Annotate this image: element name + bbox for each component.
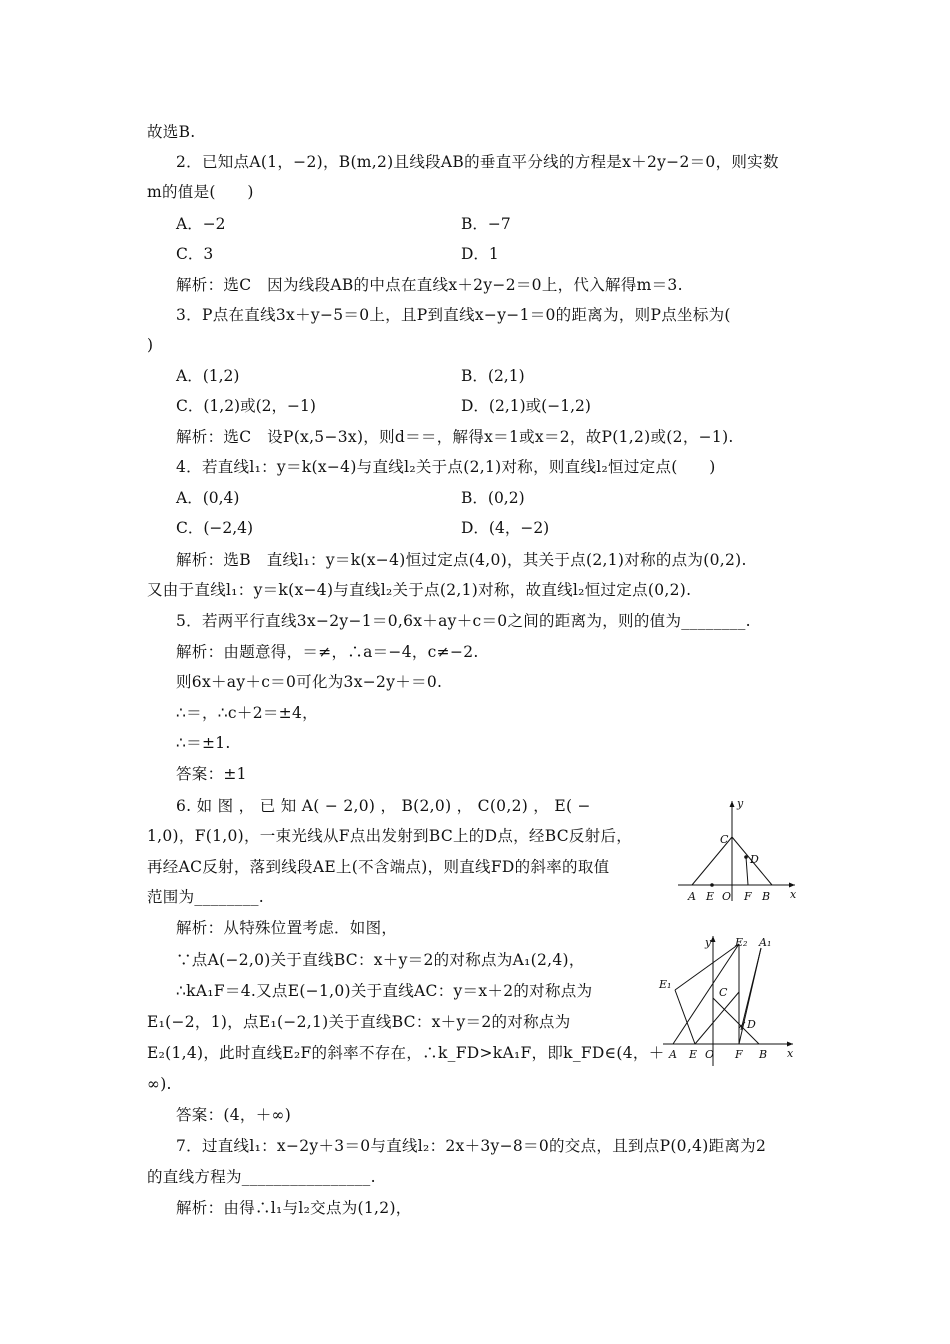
text-line: 再经AC反射，落到线段AE上(不含端点)，则直线FD的斜率的取值	[147, 858, 610, 876]
option-b: B．−7	[461, 215, 511, 233]
option-c: C．(1,2)或(2，−1)	[176, 397, 316, 415]
point-label: E	[706, 890, 715, 903]
option-d: D．(4，−2)	[461, 519, 550, 537]
figure-2	[655, 930, 805, 1070]
axis-label: x	[790, 888, 797, 901]
text-line: ∴kA₁F＝4.又点E(−1,0)关于直线AC：y＝x＋2的对称点为	[176, 982, 593, 1000]
question-2: 2．已知点A(1，−2)，B(m,2)且线段AB的垂直平分线的方程是x＋2y−2＝0，则实数	[176, 153, 779, 171]
solution-2: 解析：选C 因为线段AB的中点在直线x＋2y−2＝0上，代入解得m＝3.	[176, 276, 683, 294]
text-line: ∴＝±1.	[176, 734, 231, 752]
option-c: C．(−2,4)	[176, 519, 254, 537]
text-line: 故选B.	[147, 123, 196, 141]
point-label: B	[759, 1048, 768, 1061]
text-line: m的值是( )	[147, 183, 254, 201]
point-label: E₁	[659, 978, 672, 991]
point-label: D	[747, 1018, 756, 1031]
option-d: D．(2,1)或(−1,2)	[461, 397, 591, 415]
question-5: 5．若两平行直线3x−2y−1＝0,6x＋ay＋c＝0之间的距离为，则的值为________.	[176, 612, 751, 630]
question-6: 6. 如 图 ， 已 知 A( − 2,0) ， B(2,0) ， C(0,2) ， E( −	[176, 797, 591, 815]
point-label: E₂	[735, 936, 748, 949]
axis-label: x	[787, 1047, 794, 1060]
option-c: C．3	[176, 245, 214, 263]
text-line: 的直线方程为________________.	[147, 1168, 376, 1186]
solution-7: 解析：由得∴l₁与l₂交点为(1,2)，	[176, 1199, 412, 1217]
text-line: 则6x＋ay＋c＝0可化为3x−2y＋＝0.	[176, 673, 443, 691]
answer-5: 答案：±1	[176, 765, 247, 783]
text-line: )	[147, 336, 154, 354]
solution-6: 解析：从特殊位置考虑．如图，	[176, 919, 398, 937]
point-label: O	[722, 890, 732, 903]
solution-3: 解析：选C 设P(x,5−3x)，则d＝＝，解得x＝1或x＝2，故P(1,2)或(2，−1).	[176, 428, 734, 446]
option-d: D．1	[461, 245, 499, 263]
question-3: 3．P点在直线3x＋y−5＝0上，且P到直线x−y−1＝0的距离为，则P点坐标为(	[176, 306, 731, 324]
question-4: 4．若直线l₁：y＝k(x−4)与直线l₂关于点(2,1)对称，则直线l₂恒过定点( )	[176, 458, 716, 476]
text-line: E₂(1,4)，此时直线E₂F的斜率不存在，∴k_FD>kA₁F，即k_FD∈(4，＋	[147, 1044, 665, 1062]
text-line: 又由于直线l₁：y＝k(x−4)与直线l₂关于点(2,1)对称，故直线l₂恒过定点(0,2).	[147, 581, 692, 599]
point-label: C	[720, 833, 729, 846]
point-label: F	[744, 890, 752, 903]
solution-4: 解析：选B 直线l₁：y＝k(x−4)恒过定点(4,0)，其关于点(2,1)对称的点为(0,2).	[176, 551, 747, 569]
option-b: B．(0,2)	[461, 489, 525, 507]
point-label: O	[705, 1048, 715, 1061]
axis-label: y	[705, 936, 712, 949]
text-line: ∴＝，∴c＋2＝±4，	[176, 704, 318, 722]
text-line: 1,0)，F(1,0)，一束光线从F点出发射到BC上的D点，经BC反射后，	[147, 827, 633, 845]
point-label: A	[669, 1048, 677, 1061]
option-b: B．(2,1)	[461, 367, 525, 385]
point-label: B	[762, 890, 771, 903]
answer-6: 答案：(4，＋∞)	[176, 1106, 292, 1124]
option-a: A．−2	[176, 215, 226, 233]
text-line: 范围为________.	[147, 888, 265, 906]
question-7: 7．过直线l₁：x−2y＋3＝0与直线l₂：2x＋3y−8＝0的交点，且到点P(0,4)距离为2	[176, 1137, 767, 1155]
solution-5: 解析：由题意得，＝≠，∴a＝−4，c≠−2.	[176, 643, 479, 661]
option-a: A．(0,4)	[176, 489, 240, 507]
text-line: E₁(−2，1)，点E₁(−2,1)关于直线BC：x＋y＝2的对称点为	[147, 1013, 571, 1031]
text-line: ∞).	[147, 1075, 172, 1093]
point-label: C	[719, 986, 728, 999]
axis-label: y	[737, 797, 744, 810]
point-label: D	[750, 853, 759, 866]
option-a: A．(1,2)	[176, 367, 240, 385]
point-label: F	[735, 1048, 743, 1061]
point-label: E	[689, 1048, 698, 1061]
text-line: ∵点A(−2,0)关于直线BC：x＋y＝2的对称点为A₁(2,4)，	[176, 951, 585, 969]
point-label: A₁	[759, 936, 772, 949]
point-label: A	[688, 890, 696, 903]
figure-1	[670, 795, 805, 905]
